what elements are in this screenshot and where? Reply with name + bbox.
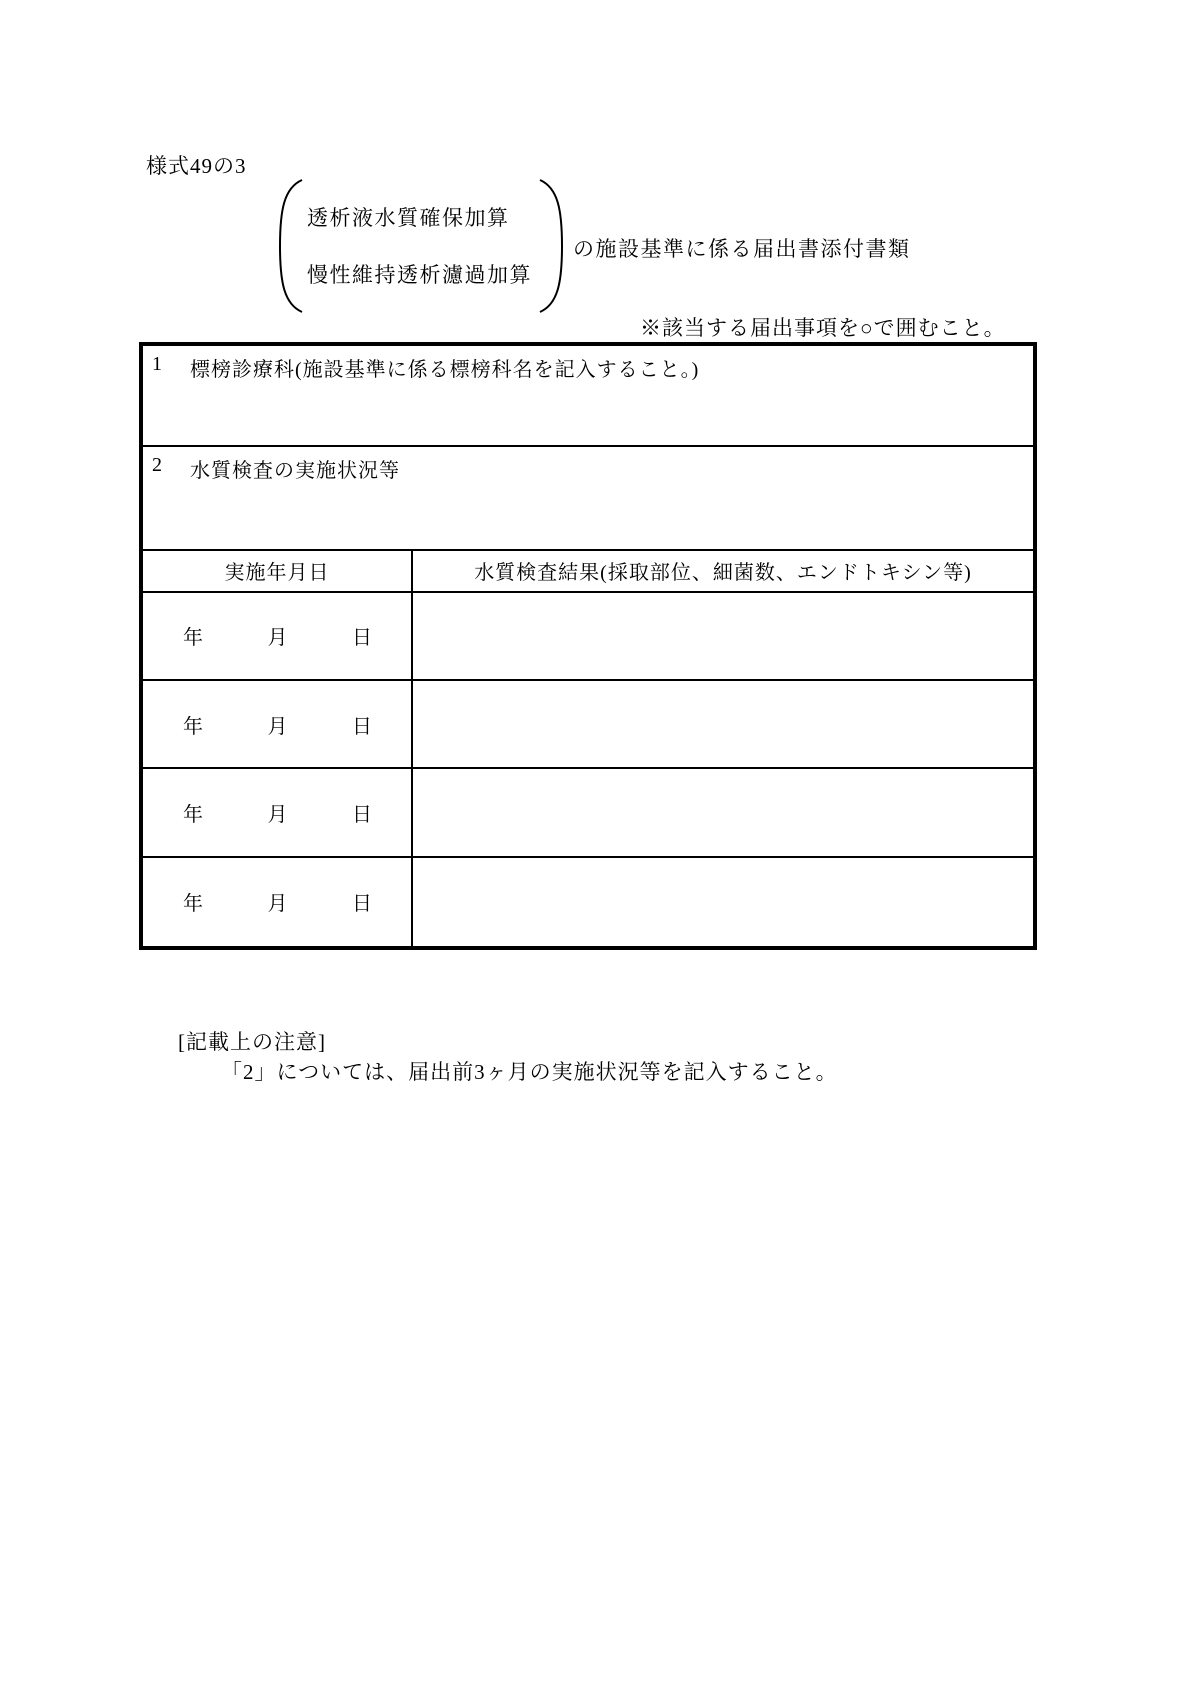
right-paren-icon: [540, 180, 562, 312]
year-label: 年: [183, 715, 204, 738]
day-label: 日: [352, 803, 373, 826]
result-cell: [412, 768, 1035, 856]
month-label: 月: [267, 627, 289, 650]
result-cell: [412, 592, 1035, 680]
month-label: 月: [267, 893, 289, 916]
col-header-date: 実施年月日: [141, 550, 412, 591]
col-header-result: 水質検査結果(採取部位、細菌数、エンドトキシン等): [412, 550, 1035, 591]
notes-heading: [記載上の注意]: [178, 1030, 326, 1054]
day-label: 日: [352, 627, 373, 650]
item-2-cell: [141, 446, 1035, 551]
date-row: [141, 768, 1035, 856]
item-2-number: 2: [152, 453, 163, 476]
day-label: 日: [352, 893, 373, 916]
item-1-label: 標榜診療科(施設基準に係る標榜科名を記入すること。): [190, 359, 700, 381]
result-cell: [412, 680, 1035, 768]
circle-instruction-note: ※該当する届出事項を○で囲むこと。: [640, 316, 1006, 340]
item-1-row: [141, 344, 1035, 446]
main-table: [139, 342, 1037, 950]
month-label: 月: [267, 715, 289, 738]
notes-body: 「2」については、届出前3ヶ月の実施状況等を記入すること。: [221, 1060, 838, 1084]
item-1-number: 1: [152, 353, 163, 375]
year-label: 年: [183, 893, 204, 916]
addition-option-1: 透析液水質確保加算: [307, 206, 510, 230]
item-2-row: [141, 446, 1035, 551]
day-label: 日: [352, 715, 373, 738]
date-row: [141, 592, 1035, 680]
left-paren-icon: [280, 180, 302, 312]
year-label: 年: [183, 803, 204, 826]
item-1-cell: [141, 344, 1035, 446]
date-row: [141, 680, 1035, 768]
date-cell: [141, 592, 412, 680]
addition-option-2: 慢性維持透析濾過加算: [307, 263, 532, 287]
item-2-label: 水質検査の実施状況等: [190, 459, 400, 482]
date-cell: [141, 857, 412, 948]
form-number: 様式49の3: [146, 154, 247, 178]
date-row: [141, 857, 1035, 948]
date-cell: [141, 768, 412, 856]
title-suffix: の施設基準に係る届出書添付書類: [573, 237, 911, 261]
result-cell: [412, 857, 1035, 948]
bracket-parens-icon: [276, 176, 566, 316]
sub-table-header-row: [141, 550, 1035, 591]
month-label: 月: [267, 803, 289, 826]
date-cell: [141, 680, 412, 768]
year-label: 年: [183, 627, 204, 650]
